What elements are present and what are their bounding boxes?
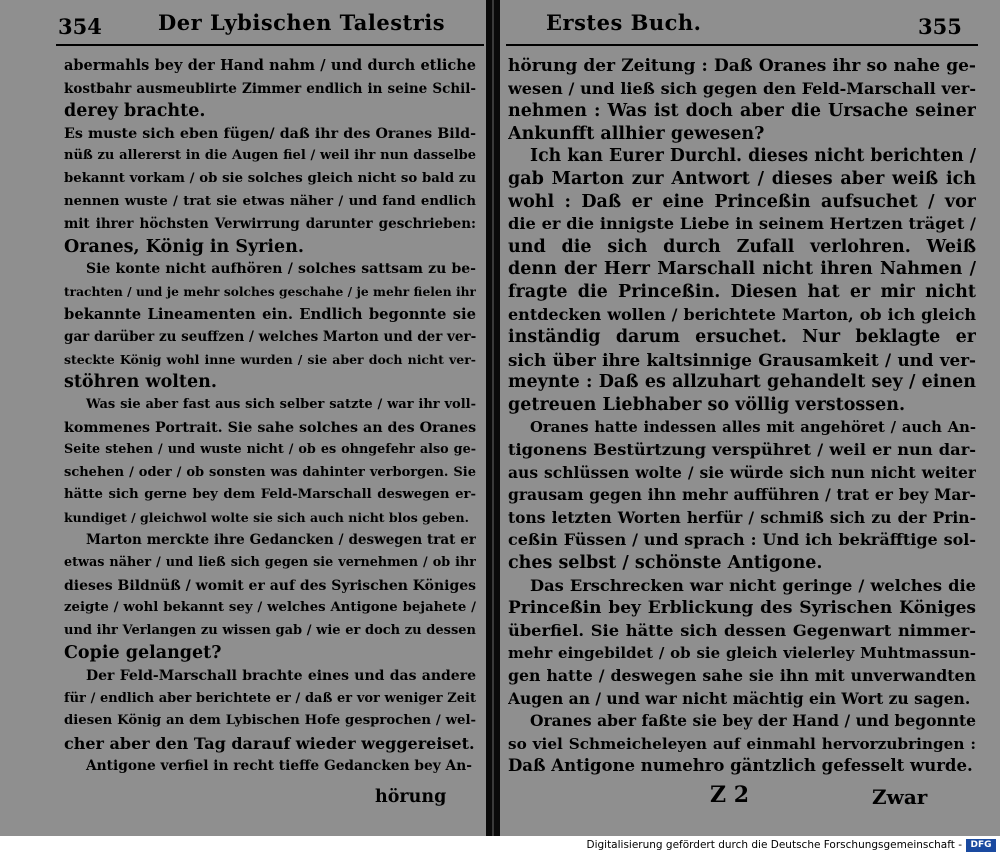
left-text-line: derey brachte. — [64, 101, 206, 122]
right-catchword: Zwar — [872, 785, 928, 809]
left-text-line: steckte König wohl inne wurden / sie aber doch nicht ver- — [64, 351, 476, 367]
left-text-line: trachten / und je mehr solches geschahe / je mehr fielen ihr — [64, 283, 476, 299]
left-text-line: dieses Bildnüß / womit er auf des Syrischen Königes — [64, 577, 476, 594]
right-text-line: Oranes aber faßte sie bey der Hand / und begonnte — [530, 711, 976, 731]
right-text-line: entdecken wollen / berichtete Marton, ob ich gleich — [508, 304, 976, 324]
left-text-line: gar darüber zu seuffzen / welches Marton und der ver- — [64, 329, 476, 346]
right-text-line: und die sich durch Zufall verlohren. Weiß — [508, 236, 976, 257]
signature-mark: Z 2 — [710, 782, 750, 808]
left-text-line: nüß zu allererst in die Augen fiel / weil ihr nun dasselbe — [64, 148, 476, 164]
right-text-line: aus schlüssen wolte / sie würde sich nun nicht weiter — [508, 462, 976, 482]
left-text-line: Sie konte nicht aufhören / solches sattsam zu be- — [86, 261, 476, 278]
book-gutter — [486, 0, 500, 836]
right-text-line: ceßin Füssen / und sprach : Und ich bekräfftige sol- — [508, 530, 976, 550]
left-text-line: und ihr Verlangen zu wissen gab / wie er doch zu dessen — [64, 622, 476, 638]
left-text-line: diesen König an dem Lybischen Hofe gesprochen / wel- — [64, 713, 476, 729]
right-text-line: mehr eingebildet / ob sie gleich vielerley Muhtmassun- — [508, 644, 976, 663]
left-text-line: Marton merckte ihre Gedancken / deswegen trat er — [86, 532, 476, 549]
left-text-line: zeigte / wohl bekannt sey / welches Antigone bejahete / — [64, 600, 476, 616]
left-page — [0, 0, 486, 836]
right-header-rule — [506, 44, 978, 46]
left-text-line: kostbahr ausmeublirte Zimmer endlich in seine Schil- — [64, 80, 476, 97]
left-text-line: Es muste sich eben fügen/ daß ihr des Oranes Bild- — [64, 125, 476, 142]
left-text-line: Oranes, König in Syrien. — [64, 236, 304, 257]
right-text-line: wesen / und ließ sich gegen den Feld-Marschall ver- — [508, 78, 976, 98]
left-page-number: 354 — [58, 14, 102, 39]
right-text-line: nehmen : Was ist doch aber die Ursache seiner — [508, 101, 976, 122]
left-text-line: Antigone verfiel in recht tieffe Gedancken bey An- — [86, 758, 472, 775]
right-text-line: inständig darum ersuchet. Nur beklagte er — [508, 327, 976, 348]
right-text-line: tons letzten Worten herfür / schmiß sich zu der Prin- — [508, 507, 976, 527]
left-text-line: nennen wuste / trat sie etwas näher / und fand endlich — [64, 193, 476, 209]
left-text-line: hätte sich gerne bey dem Feld-Marschall deswegen er- — [64, 487, 476, 503]
right-text-line: überfiel. Sie hätte sich dessen Gegenwart nimmer- — [508, 620, 976, 640]
left-text-line: für / endlich aber berichtete er / daß er vor weniger Zeit — [64, 690, 476, 706]
right-text-line: denn der Herr Marschall nicht ihren Nahmen / — [508, 259, 976, 280]
right-text-line: sich über ihre kaltsinnige Grausamkeit / und ver- — [508, 349, 976, 370]
left-text-line: mit ihrer höchsten Verwirrung darunter geschrieben: — [64, 216, 476, 233]
left-text-line: kommenes Portrait. Sie sahe solches an des Oranes — [64, 419, 476, 436]
right-text-line: hörung der Zeitung : Daß Oranes ihr so nahe ge- — [508, 56, 976, 76]
left-text-line: bekannte Lineamenten ein. Endlich begonnte sie — [64, 305, 476, 323]
left-text-line: etwas näher / und ließ sich gegen sie vernehmen / ob ihr — [64, 555, 476, 571]
right-text-block — [508, 55, 976, 778]
right-text-line: Ich kan Eurer Durchl. dieses nicht berichten / — [530, 146, 976, 167]
right-text-line: Daß Antigone numehro gäntzlich gefesselt wurde. — [508, 756, 973, 776]
right-text-line: fragte die Princeßin. Diesen hat er mir nicht — [508, 281, 976, 302]
left-text-line: Copie gelanget? — [64, 643, 222, 664]
left-text-line: Was sie aber fast aus sich selber satzte / war ihr voll- — [86, 396, 476, 412]
right-text-line: meynte : Daß es allzuhart gehandelt sey / einen — [508, 372, 976, 393]
footer-bar — [0, 836, 1000, 856]
left-text-line: bekannt vorkam / ob sie solches gleich nicht so bald zu — [64, 170, 476, 186]
right-text-line: gen hatte / deswegen sahe sie ihn mit unverwandten — [508, 666, 976, 686]
left-text-block — [64, 55, 476, 778]
right-running-title: Erstes Buch. — [546, 10, 702, 35]
funding-notice: Digitalisierung gefördert durch die Deutsche Forschungsgemeinschaft - — [586, 839, 962, 851]
right-text-line: ches selbst / schönste Antigone. — [508, 553, 823, 574]
right-text-line: tigonens Bestürtzung verspühret / weil er nun dar- — [508, 440, 976, 460]
left-text-line: cher aber den Tag darauf wieder weggereiset. — [64, 733, 475, 753]
left-running-title: Der Lybischen Talestris — [158, 10, 446, 35]
left-catchword: hörung — [375, 787, 447, 807]
right-text-line: Oranes hatte indessen alles mit angehöret / auch An- — [530, 418, 976, 436]
left-text-line: Seite stehen / und wuste nicht / ob es ohngefehr also ge- — [64, 442, 476, 458]
right-page-number: 355 — [918, 14, 962, 39]
right-text-line: Ankunfft allhier gewesen? — [508, 123, 765, 144]
left-text-line: schehen / oder / ob sonsten was dahinter verborgen. Sie — [64, 464, 476, 480]
right-text-line: Princeßin bey Erblickung des Syrischen Königes — [508, 598, 976, 619]
dfg-logo-icon: DFG — [966, 839, 996, 852]
right-text-line: so viel Schmeicheleyen auf einmahl hervorzubringen : — [508, 734, 976, 753]
left-text-line: abermahls bey der Hand nahm / und durch etliche — [64, 57, 476, 74]
right-text-line: wohl : Daß er eine Princeßin aufsuchet / vor — [508, 191, 976, 212]
right-text-line: getreuen Liebhaber so völlig verstossen. — [508, 394, 906, 415]
left-header-rule — [56, 44, 484, 46]
right-page — [500, 0, 1000, 836]
left-text-line: kundiget / gleichwol wolte sie sich auch nicht blos geben. — [64, 509, 469, 525]
right-text-line: gab Marton zur Antwort / dieses aber weiß ich — [508, 168, 976, 189]
left-text-line: Der Feld-Marschall brachte eines und das andere — [86, 668, 476, 685]
right-page-header — [518, 10, 978, 40]
right-text-line: Das Erschrecken war nicht geringe / welches die — [530, 575, 976, 595]
right-text-line: die er die innigste Liebe in seinem Hertzen träget / — [508, 214, 976, 234]
left-page-header — [58, 10, 480, 40]
right-text-line: grausam gegen ihn mehr aufführen / trat er bey Mar- — [508, 485, 976, 505]
left-text-line: stöhren wolten. — [64, 372, 217, 393]
right-text-line: Augen an / und war nicht mächtig ein Wort zu sagen. — [508, 688, 971, 708]
